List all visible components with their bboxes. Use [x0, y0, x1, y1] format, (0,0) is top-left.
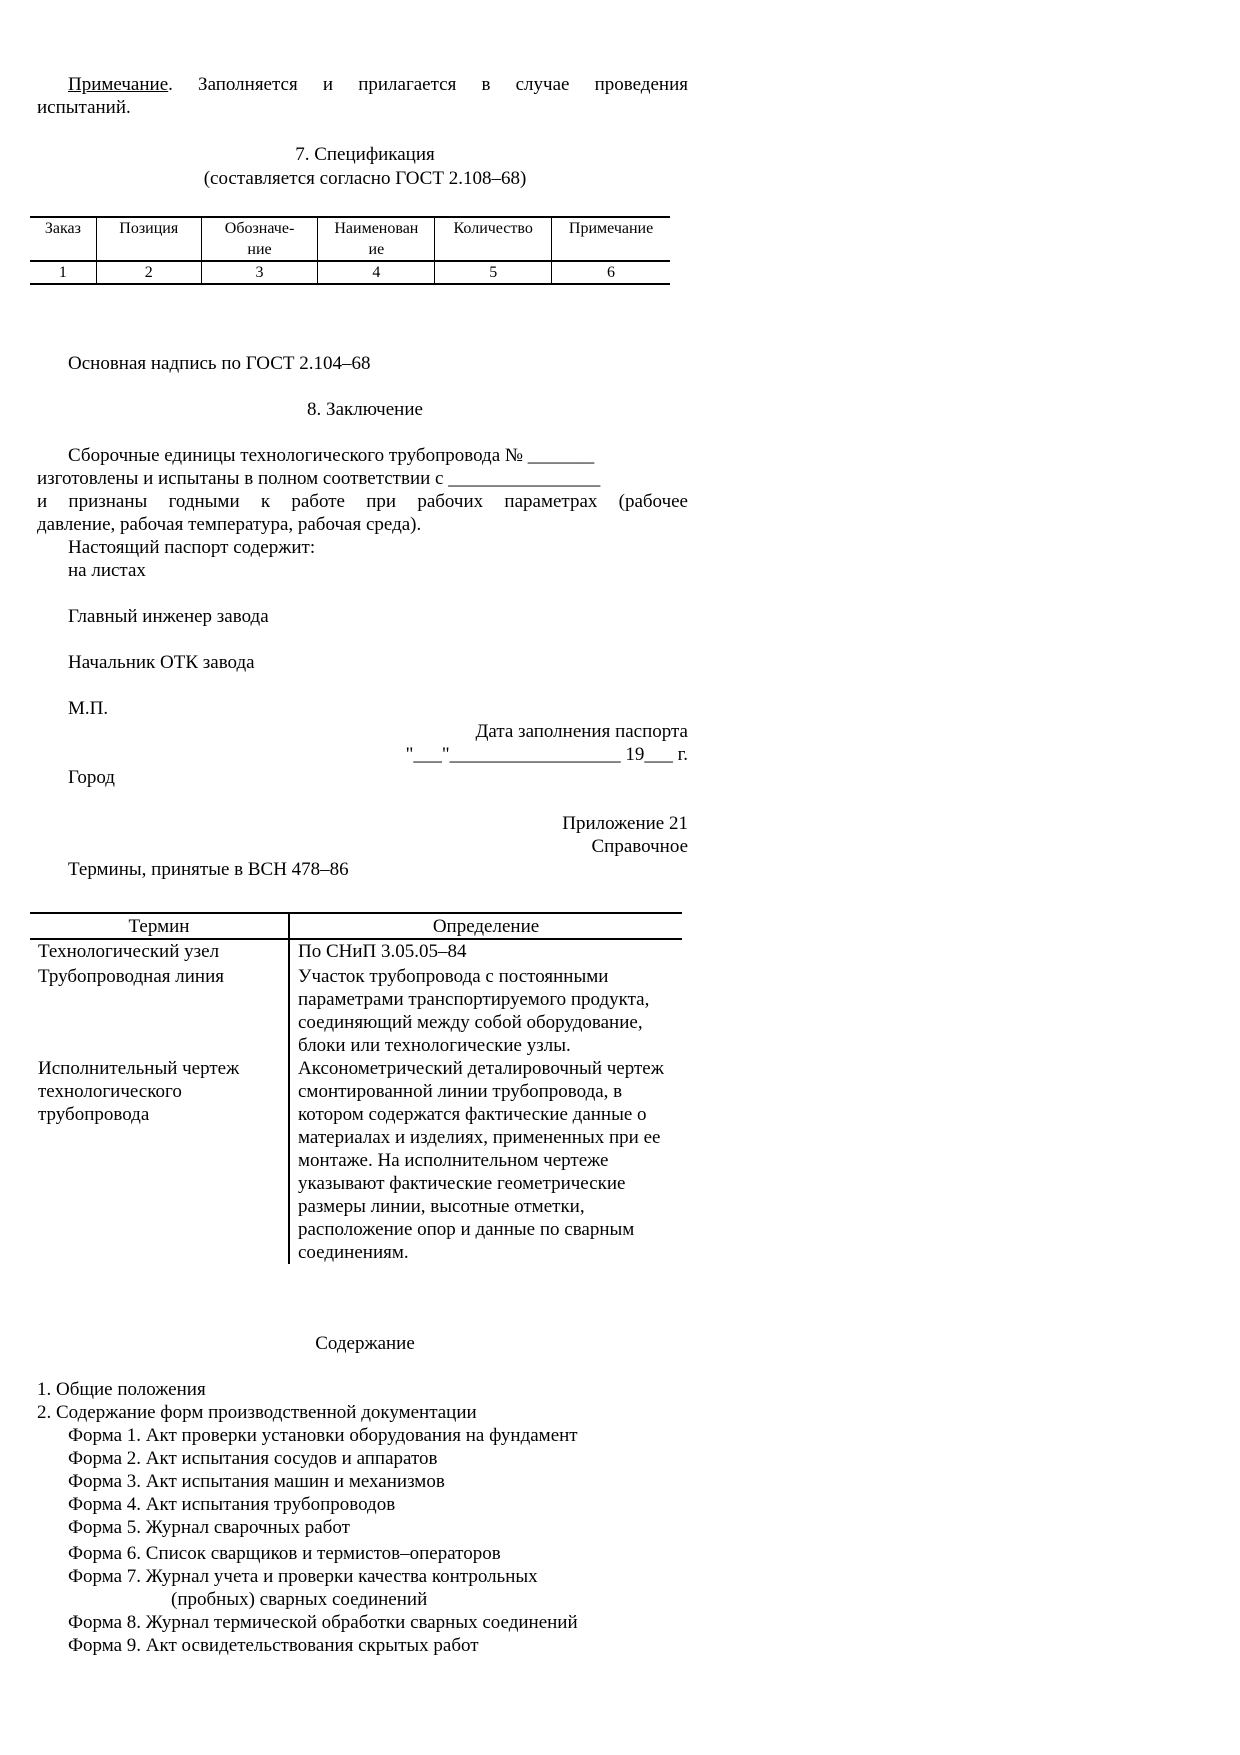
- spec-num: 3: [201, 261, 318, 284]
- specification-table: [30, 216, 670, 285]
- contents-form-continuation: (пробных) сварных соединений: [171, 1589, 428, 1610]
- term-cell: Технологический узел: [38, 941, 220, 962]
- note-label: Примечание: [68, 74, 169, 95]
- spec-col-designation: [201, 217, 318, 261]
- note-paragraph: [68, 73, 688, 96]
- definition-cell: По СНиП 3.05.05‒84: [289, 939, 682, 965]
- conclusion-line-1: Сборочные единицы технологического трубопровода № _______: [68, 445, 595, 466]
- contents-title: Содержание: [315, 1333, 415, 1354]
- contents-form: Форма 8. Журнал термической обработки сварных соединений: [68, 1612, 578, 1633]
- contents-item: 1. Общие положения: [37, 1379, 206, 1400]
- spec-num: 5: [435, 261, 552, 284]
- date-line: "___"__________________ 19___ г.: [405, 744, 688, 765]
- definition-cell: Участок трубопровода с постоянными параметрами транспортируемого продукта, соединяющий между собой оборудование, блоки или технологические узлы.: [289, 965, 682, 1057]
- spec-num: 1: [30, 261, 96, 284]
- chief-engineer-label: Главный инженер завода: [68, 606, 269, 627]
- contents-form: Форма 4. Акт испытания трубопроводов: [68, 1494, 396, 1515]
- definition-cell: Аксонометрический деталировочный чертеж смонтированной линии трубопровода, в котором содержатся фактические данные о материалах и изделиях, примененных при ее монтаже. На исполнительном чертеже указывают фактические геометрические размеры линии, высотные отметки, расположение опор и данные по сварным соединениям.: [289, 1057, 682, 1264]
- terms-header-row: [30, 913, 682, 939]
- passport-contains: Настоящий паспорт содержит:: [68, 537, 316, 558]
- term-cell: Исполнительный чертеж технологического трубопровода: [38, 1058, 240, 1125]
- note-continuation: испытаний.: [37, 97, 131, 118]
- passport-sheets: на листах: [68, 560, 146, 581]
- spec-col-name-label: Наименован ие: [334, 220, 419, 258]
- spec-col-designation-label: Обозначе- ние: [224, 220, 295, 258]
- spec-num: 4: [318, 261, 435, 284]
- spec-col-position: Позиция: [96, 217, 201, 261]
- spec-number-row: [30, 261, 670, 284]
- terms-col-definition: Определение: [289, 913, 682, 939]
- spec-col-name: [318, 217, 435, 261]
- otk-head-label: Начальник ОТК завода: [68, 652, 255, 673]
- contents-form: Форма 5. Журнал сварочных работ: [68, 1517, 350, 1538]
- contents-form: Форма 9. Акт освидетельствования скрытых работ: [68, 1635, 479, 1656]
- term-cell: Трубопроводная линия: [38, 966, 224, 987]
- contents-form: Форма 6. Список сварщиков и термистов‒операторов: [68, 1543, 501, 1564]
- spec-subtitle: (составляется согласно ГОСТ 2.108‒68): [203, 168, 527, 189]
- spec-title: 7. Спецификация: [295, 144, 435, 165]
- date-label: Дата заполнения паспорта: [475, 721, 688, 742]
- spec-col-note: Примечание: [552, 217, 670, 261]
- contents-item: 2. Содержание форм производственной документации: [37, 1402, 477, 1423]
- contents-form: Форма 3. Акт испытания машин и механизмов: [68, 1471, 445, 1492]
- appendix-type: Справочное: [591, 836, 688, 857]
- appendix-number: Приложение 21: [562, 813, 688, 834]
- table-row: [30, 1057, 682, 1264]
- table-row: [30, 939, 682, 965]
- seal-label: М.П.: [68, 698, 109, 719]
- spec-col-quantity: Количество: [435, 217, 552, 261]
- terms-col-term: Термин: [30, 913, 289, 939]
- conclusion-line-3: и признаны годными к работе при рабочих параметрах (рабочее: [37, 491, 688, 512]
- note-text: . Заполняется и прилагается в случае проведения: [168, 74, 688, 95]
- terms-table: [30, 912, 682, 1264]
- basic-inscription: Основная надпись по ГОСТ 2.104‒68: [68, 353, 371, 374]
- terms-title: Термины, принятые в ВСН 478‒86: [68, 859, 349, 880]
- spec-num: 2: [96, 261, 201, 284]
- conclusion-title: 8. Заключение: [307, 399, 423, 420]
- spec-col-order: Заказ: [30, 217, 96, 261]
- conclusion-line-4: давление, рабочая температура, рабочая среда).: [37, 514, 422, 535]
- spec-header-row: [30, 217, 670, 261]
- table-row: [30, 965, 682, 1057]
- spec-num: 6: [552, 261, 670, 284]
- contents-form: Форма 1. Акт проверки установки оборудования на фундамент: [68, 1425, 578, 1446]
- city-label: Город: [68, 767, 115, 788]
- conclusion-line-2: изготовлены и испытаны в полном соответствии с ________________: [37, 468, 601, 489]
- contents-form: Форма 7. Журнал учета и проверки качества контрольных: [68, 1566, 538, 1587]
- contents-form: Форма 2. Акт испытания сосудов и аппаратов: [68, 1448, 438, 1469]
